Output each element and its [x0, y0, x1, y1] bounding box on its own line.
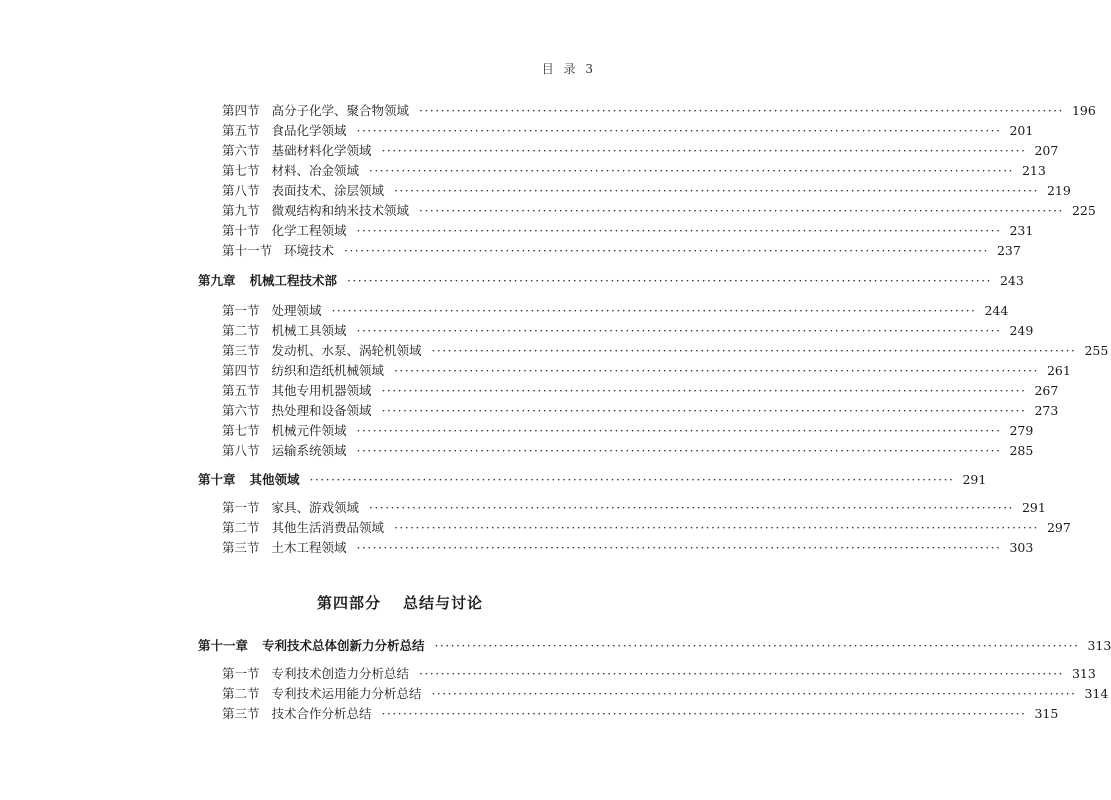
toc-entry-title: 食品化学领域	[271, 123, 347, 138]
toc-entry-title: 其他专用机器领域	[271, 383, 372, 398]
toc-entry-number: 第二节	[222, 520, 260, 535]
toc-page-number: 314	[1084, 686, 1109, 701]
toc-page-number: 225	[1071, 203, 1096, 218]
toc-entry-title: 热处理和设备领域	[271, 403, 372, 418]
dot-leader: ························································································································	[419, 666, 1064, 681]
toc-section-entry	[222, 241, 1021, 261]
toc-section-entry	[222, 664, 1096, 684]
dot-leader: ························································································································	[356, 443, 1002, 458]
part-title: 总结与讨论	[403, 594, 484, 612]
toc-page-number: 249	[1009, 323, 1034, 338]
toc-entry-number: 第四节	[222, 103, 260, 118]
toc-section-entry	[222, 101, 1096, 121]
toc-section-entry	[222, 201, 1096, 221]
dot-leader: ························································································································	[394, 183, 1039, 198]
dot-leader: ························································································································	[356, 223, 1002, 238]
dot-leader: ························································································································	[381, 706, 1027, 721]
toc-entry-title: 机械工程技术部	[249, 273, 338, 288]
toc-section-entry	[222, 498, 1046, 518]
toc-section-entry	[222, 301, 1009, 321]
toc-entry-number: 第八节	[222, 443, 260, 458]
dot-leader: ························································································································	[344, 243, 989, 258]
toc-entry-number: 第五节	[222, 383, 260, 398]
toc-page-number: 213	[1021, 163, 1046, 178]
toc-entry-title: 高分子化学、聚合物领域	[271, 103, 410, 118]
toc-page-number: 219	[1046, 183, 1071, 198]
toc-entry-title: 土木工程领域	[271, 540, 347, 555]
toc-page-number: 313	[1071, 666, 1096, 681]
toc-entry-number: 第三节	[222, 706, 260, 721]
toc-section-entry	[222, 141, 1059, 161]
toc-page-number: 196	[1071, 103, 1096, 118]
toc-page-number: 313	[1087, 638, 1111, 653]
toc-chapter-entry	[198, 470, 987, 490]
toc-entry-number: 第十一章	[198, 638, 249, 653]
toc-entry-title: 处理领域	[271, 303, 322, 318]
dot-leader: ························································································································	[369, 163, 1014, 178]
toc-page-number: 297	[1046, 520, 1071, 535]
toc-page-number: 261	[1046, 363, 1071, 378]
toc-entry-title: 发动机、水泵、涡轮机领域	[271, 343, 422, 358]
toc-page-number: 237	[996, 243, 1021, 258]
dot-leader: ························································································································	[381, 383, 1027, 398]
toc-entry-title: 基础材料化学领域	[271, 143, 372, 158]
toc-entry-number: 第四节	[222, 363, 260, 378]
toc-entry-number: 第五节	[222, 123, 260, 138]
toc-section-entry	[222, 361, 1071, 381]
toc-entry-title: 家具、游戏领域	[271, 500, 360, 515]
toc-entry-title: 技术合作分析总结	[271, 706, 372, 721]
dot-leader: ························································································································	[347, 273, 992, 288]
toc-entry-number: 第六节	[222, 143, 260, 158]
toc-entry-number: 第九节	[222, 203, 260, 218]
toc-entry-number: 第七节	[222, 423, 260, 438]
toc-section-entry	[222, 181, 1071, 201]
toc-entry-title: 专利技术运用能力分析总结	[271, 686, 422, 701]
toc-page-number: 243	[999, 273, 1024, 288]
toc-entry-title: 其他领域	[249, 472, 300, 487]
toc-page-number: 291	[1021, 500, 1046, 515]
toc-entry-title: 表面技术、涂层领域	[271, 183, 385, 198]
dot-leader: ························································································································	[419, 203, 1064, 218]
toc-entry-title: 专利技术总体创新力分析总结	[262, 638, 425, 653]
toc-entry-number: 第六节	[222, 403, 260, 418]
part-heading	[0, 592, 800, 613]
toc-section-entry	[222, 221, 1034, 241]
dot-leader: ························································································································	[331, 303, 977, 318]
toc-section-entry	[222, 518, 1071, 538]
running-header	[542, 60, 596, 77]
toc-page-number: 303	[1009, 540, 1034, 555]
toc-entry-number: 第一节	[222, 666, 260, 681]
toc-section-entry	[222, 684, 1109, 704]
dot-leader: ························································································································	[419, 103, 1064, 118]
dot-leader: ························································································································	[356, 423, 1002, 438]
toc-section-entry	[222, 704, 1059, 724]
toc-page-number: 255	[1084, 343, 1109, 358]
toc-section-entry	[222, 121, 1034, 141]
toc-entry-number: 第一节	[222, 500, 260, 515]
toc-entry-number: 第二节	[222, 686, 260, 701]
dot-leader: ························································································································	[369, 500, 1014, 515]
toc-entry-title: 材料、冶金领域	[271, 163, 360, 178]
toc-page-number: 315	[1034, 706, 1059, 721]
dot-leader: ························································································································	[356, 123, 1002, 138]
toc-entry-title: 运输系统领域	[271, 443, 347, 458]
toc-section-entry	[222, 161, 1046, 181]
toc-entry-title: 化学工程领域	[271, 223, 347, 238]
toc-entry-number: 第十一节	[222, 243, 273, 258]
toc-entry-number: 第一节	[222, 303, 260, 318]
dot-leader: ························································································································	[356, 323, 1002, 338]
toc-entry-title: 环境技术	[284, 243, 335, 258]
toc-page-number: 231	[1009, 223, 1034, 238]
dot-leader: ························································································································	[309, 472, 955, 487]
header-section: 目 录	[541, 62, 579, 76]
part-label: 第四部分	[316, 594, 381, 612]
toc-entry-number: 第三节	[222, 343, 260, 358]
toc-page-number: 291	[962, 472, 987, 487]
dot-leader: ························································································································	[381, 403, 1027, 418]
toc-chapter-entry	[198, 636, 1111, 656]
toc-entry-number: 第十节	[222, 223, 260, 238]
toc-entry-number: 第八节	[222, 183, 260, 198]
toc-section-entry	[222, 421, 1034, 441]
toc-entry-title: 纺织和造纸机械领域	[271, 363, 385, 378]
toc-section-entry	[222, 341, 1109, 361]
dot-leader: ························································································································	[394, 363, 1039, 378]
toc-entry-title: 机械元件领域	[271, 423, 347, 438]
dot-leader: ························································································································	[381, 143, 1027, 158]
toc-page-number: 273	[1034, 403, 1059, 418]
toc-entry-number: 第十章	[198, 472, 236, 487]
toc-entry-number: 第二节	[222, 323, 260, 338]
toc-entry-title: 专利技术创造力分析总结	[271, 666, 410, 681]
toc-entry-number: 第九章	[198, 273, 236, 288]
toc-entry-title: 微观结构和纳米技术领域	[271, 203, 410, 218]
toc-section-entry	[222, 441, 1034, 461]
dot-leader: ························································································································	[431, 343, 1077, 358]
dot-leader: ························································································································	[434, 638, 1080, 653]
toc-page-number: 285	[1009, 443, 1034, 458]
toc-page-number: 207	[1034, 143, 1059, 158]
dot-leader: ························································································································	[431, 686, 1077, 701]
header-page-number: 3	[585, 62, 596, 76]
toc-chapter-entry	[198, 271, 1024, 291]
toc-page-number: 279	[1009, 423, 1034, 438]
toc-page-number: 201	[1009, 123, 1034, 138]
toc-entry-number: 第七节	[222, 163, 260, 178]
toc-section-entry	[222, 401, 1059, 421]
dot-leader: ························································································································	[356, 540, 1002, 555]
toc-page-number: 267	[1034, 383, 1059, 398]
toc-entry-title: 机械工具领域	[271, 323, 347, 338]
toc-entry-title: 其他生活消费品领域	[271, 520, 385, 535]
toc-section-entry	[222, 321, 1034, 341]
toc-entry-number: 第三节	[222, 540, 260, 555]
toc-section-entry	[222, 381, 1059, 401]
dot-leader: ························································································································	[394, 520, 1039, 535]
toc-page-number: 244	[984, 303, 1009, 318]
toc-section-entry	[222, 538, 1034, 558]
